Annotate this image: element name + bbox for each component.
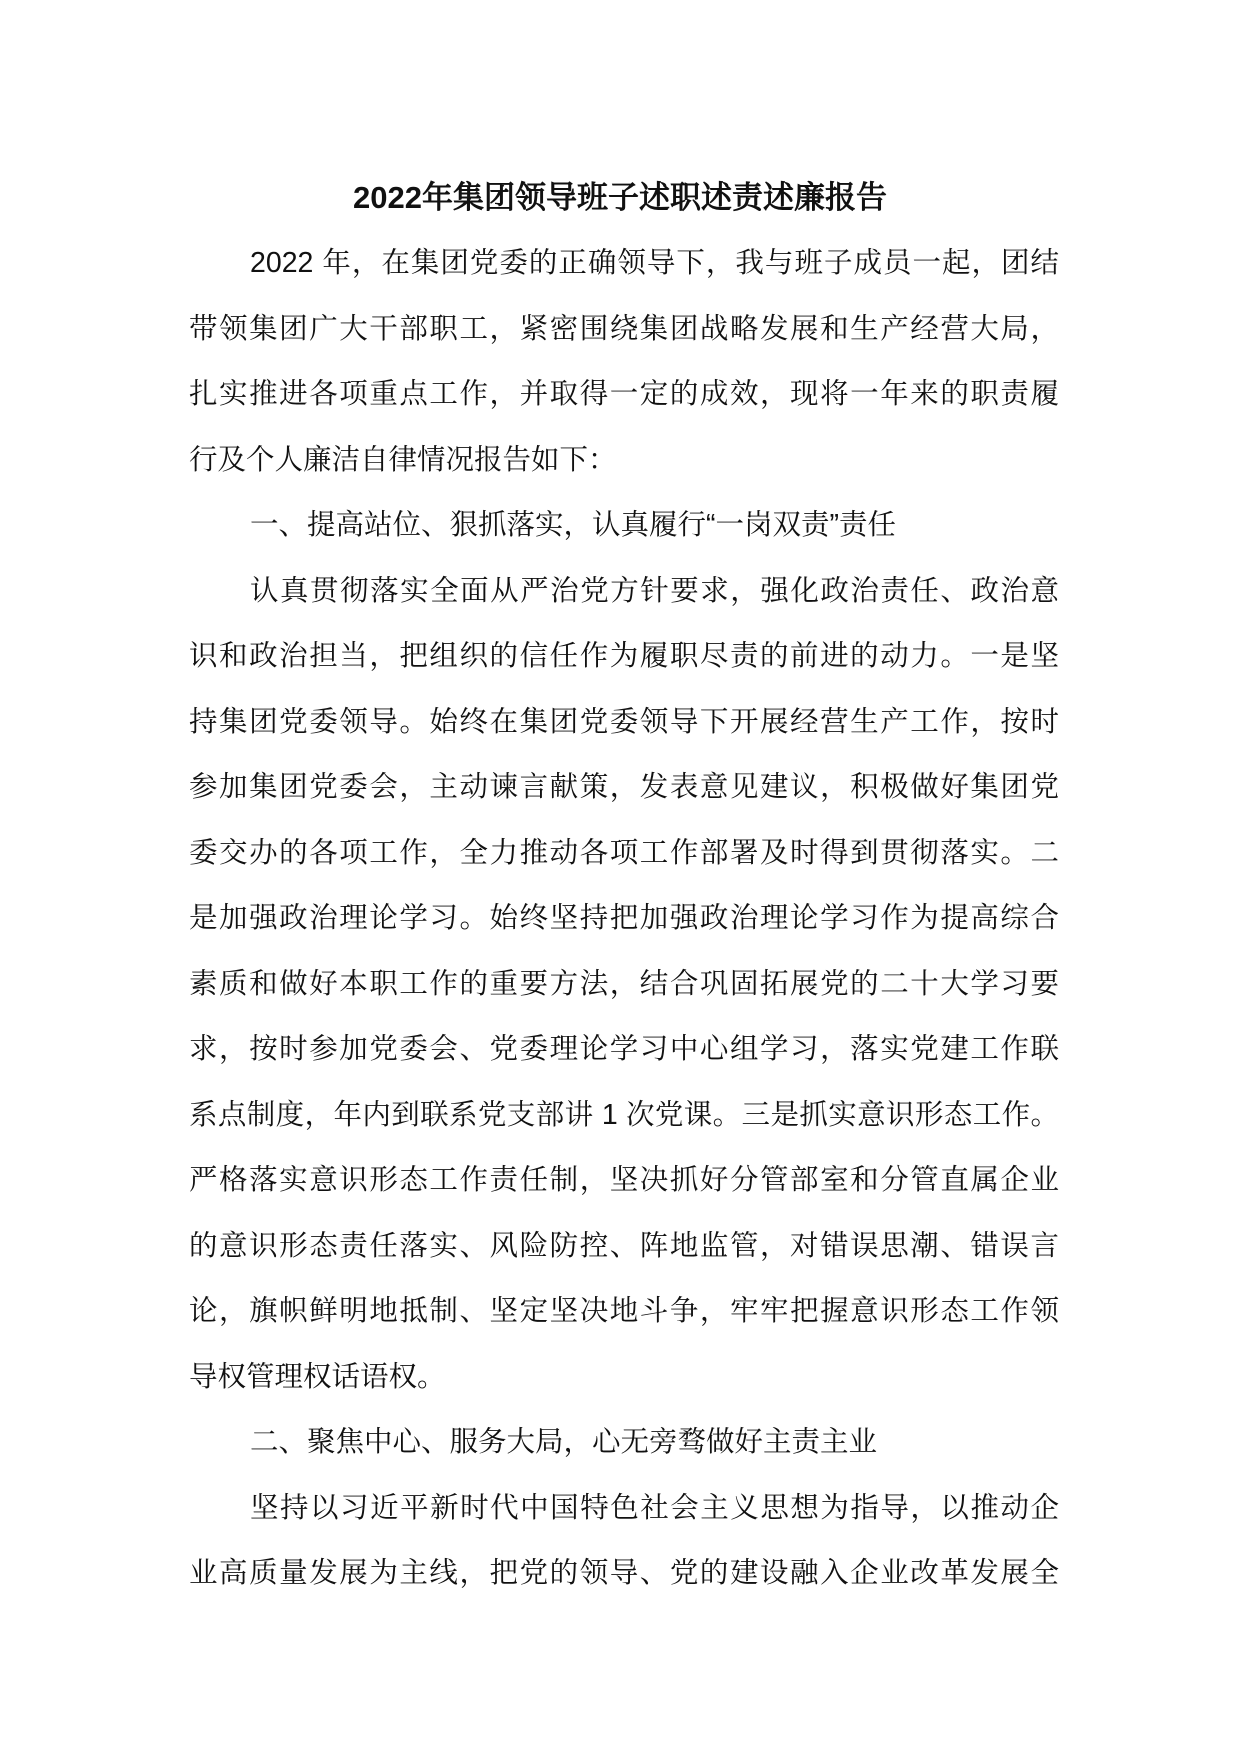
text-line: 一、提高站位、狠抓落实，认真履行“一岗双责”责任	[250, 509, 896, 541]
section-heading	[189, 1419, 1059, 1485]
text-line: 二、聚焦中心、服务大局，心无旁骛做好主责主业	[250, 1426, 878, 1458]
paragraph	[189, 1485, 1059, 1616]
text-line: 参加集团党委会，主动谏言献策，发表意见建议，积极做好集团党	[189, 771, 1059, 803]
text-line: 委交办的各项工作，全力推动各项工作部署及时得到贯彻落实。二	[189, 836, 1059, 869]
document-title: 2022年集团领导班子述职述责述廉报告	[353, 180, 887, 215]
text-line: 坚持以习近平新时代中国特色社会主义思想为指导，以推动企	[250, 1491, 1059, 1524]
text-line: 是加强政治理论学习。始终坚持把加强政治理论学习作为提高综合	[189, 902, 1059, 934]
text-line: 求，按时参加党委会、党委理论学习中心组学习，落实党建工作联	[189, 1033, 1059, 1065]
text-line: 行及个人廉洁自律情况报告如下：	[189, 443, 617, 476]
text-line: 持集团党委领导。始终在集团党委领导下开展经营生产工作，按时	[189, 705, 1059, 738]
paragraph	[189, 240, 1059, 502]
text-line: 系点制度，年内到联系党支部讲 1 次党课。三是抓实意识形态工作。	[189, 1098, 1059, 1131]
paragraph	[189, 568, 1059, 1420]
text-line: 识和政治担当，把组织的信任作为履职尽责的前进的动力。一是坚	[189, 640, 1059, 672]
text-line: 认真贯彻落实全面从严治党方针要求，强化政治责任、政治意	[250, 574, 1059, 607]
text-line: 论，旗帜鲜明地抵制、坚定坚决地斗争，牢牢把握意识形态工作领	[189, 1295, 1059, 1327]
document-body	[189, 240, 1059, 1616]
text-line: 扎实推进各项重点工作，并取得一定的成效，现将一年来的职责履	[189, 378, 1059, 410]
text-line: 素质和做好本职工作的重要方法，结合巩固拓展党的二十大学习要	[189, 967, 1059, 1000]
text-line: 2022 年，在集团党委的正确领导下，我与班子成员一起，团结	[250, 247, 1059, 279]
text-line: 导权管理权话语权。	[189, 1360, 446, 1393]
text-line: 带领集团广大干部职工，紧密围绕集团战略发展和生产经营大局，	[189, 312, 1059, 345]
section-heading	[189, 502, 1059, 568]
text-line: 严格落实意识形态工作责任制，坚决抓好分管部室和分管直属企业	[189, 1164, 1059, 1196]
text-line: 业高质量发展为主线，把党的领导、党的建设融入企业改革发展全	[189, 1557, 1059, 1589]
text-line: 的意识形态责任落实、风险防控、阵地监管，对错误思潮、错误言	[189, 1229, 1059, 1262]
